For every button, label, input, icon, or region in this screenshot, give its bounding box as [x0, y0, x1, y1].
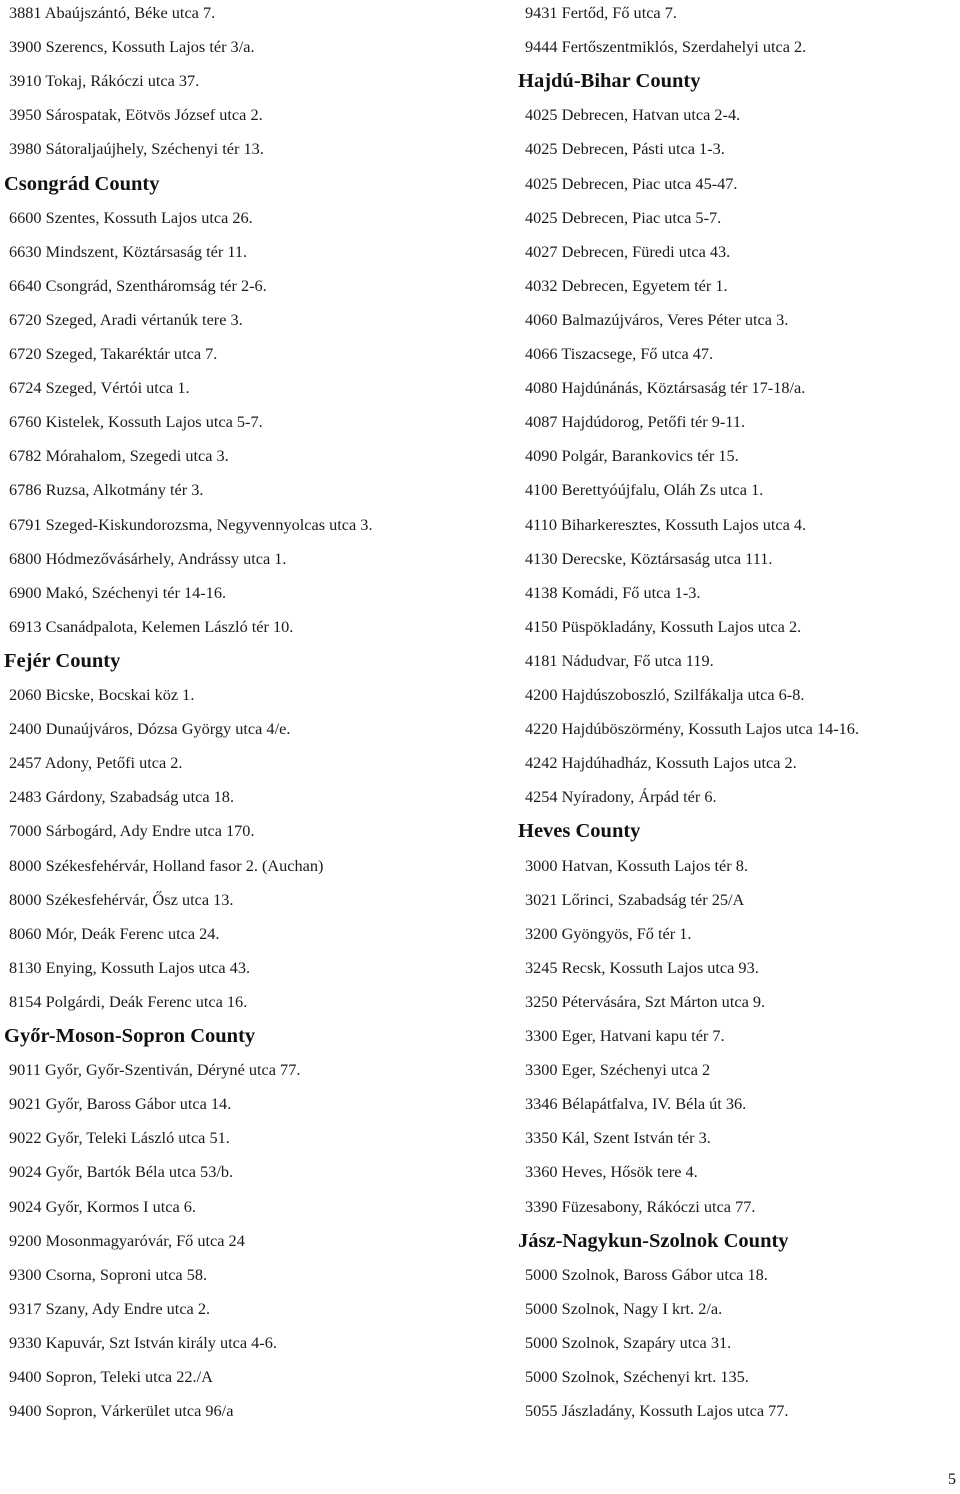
address-entry: 7000 Sárbogárd, Ady Endre utca 170. [9, 821, 255, 841]
page-number: 5 [948, 1471, 956, 1488]
address-entry: 3881 Abaújszántó, Béke utca 7. [9, 3, 216, 22]
address-entry: 6791 Szeged-Kiskundorozsma, Negyvennyolcas utca 3. [9, 514, 373, 534]
county-heading-heves-county: Heves County [518, 820, 641, 843]
address-entry: 3300 Eger, Széchenyi utca 2 [525, 1060, 711, 1080]
address-entry: 9022 Győr, Teleki László utca 51. [9, 1128, 230, 1148]
address-entry: 9024 Győr, Bartók Béla utca 53/b. [9, 1162, 234, 1182]
address-entry: 9317 Szany, Ady Endre utca 2. [9, 1298, 211, 1318]
address-entry: 6630 Mindszent, Köztársaság tér 11. [9, 241, 248, 261]
address-entry: 4220 Hajdúböszörmény, Kossuth Lajos utca 14-16. [525, 719, 860, 739]
address-entry: 2400 Dunaújváros, Dózsa György utca 4/e. [9, 719, 291, 739]
address-entry: 4025 Debrecen, Pásti utca 1-3. [525, 139, 725, 159]
address-entry: 9021 Győr, Baross Gábor utca 14. [9, 1094, 232, 1114]
address-entry: 4254 Nyíradony, Árpád tér 6. [525, 787, 717, 807]
address-entry: 4025 Debrecen, Piac utca 5-7. [525, 207, 722, 227]
address-entry: 9431 Fertőd, Fő utca 7. [525, 3, 677, 22]
address-entry: 9300 Csorna, Soproni utca 58. [9, 1264, 208, 1284]
address-entry: 9330 Kapuvár, Szt István király utca 4-6. [9, 1332, 277, 1352]
address-entry: 6760 Kistelek, Kossuth Lajos utca 5-7. [9, 412, 263, 432]
address-entry: 8060 Mór, Deák Ferenc utca 24. [9, 923, 220, 943]
county-heading-csongrad-county: Csongrád County [4, 172, 160, 195]
address-entry: 4181 Nádudvar, Fő utca 119. [525, 650, 714, 670]
address-entry: 3390 Füzesabony, Rákóczi utca 77. [525, 1196, 756, 1216]
address-entry: 4242 Hajdúhadház, Kossuth Lajos utca 2. [525, 753, 797, 773]
address-entry: 3350 Kál, Szent István tér 3. [525, 1128, 711, 1148]
address-entry: 4110 Biharkeresztes, Kossuth Lajos utca 4. [525, 514, 807, 534]
address-entry: 3346 Bélapátfalva, IV. Béla út 36. [525, 1094, 747, 1114]
address-entry: 4025 Debrecen, Piac utca 45-47. [525, 173, 738, 193]
address-entry: 4150 Püspökladány, Kossuth Lajos utca 2. [525, 616, 802, 636]
address-entry: 5000 Szolnok, Nagy I krt. 2/a. [525, 1298, 723, 1318]
address-entry: 2060 Bicske, Bocskai köz 1. [9, 685, 195, 704]
address-entry: 6640 Csongrád, Szentháromság tér 2-6. [9, 275, 267, 295]
address-entry: 4060 Balmazújváros, Veres Péter utca 3. [525, 309, 789, 329]
address-entry: 6800 Hódmezővásárhely, Andrássy utca 1. [9, 548, 287, 568]
address-entry: 3300 Eger, Hatvani kapu tér 7. [525, 1026, 725, 1045]
address-entry: 4066 Tiszacsege, Fő utca 47. [525, 344, 714, 363]
address-entry: 4032 Debrecen, Egyetem tér 1. [525, 275, 728, 295]
address-entry: 4138 Komádi, Fő utca 1-3. [525, 582, 701, 602]
address-entry: 6913 Csanádpalota, Kelemen László tér 10. [9, 616, 294, 636]
address-entry: 6600 Szentes, Kossuth Lajos utca 26. [9, 207, 253, 227]
address-entry: 3245 Recsk, Kossuth Lajos utca 93. [525, 957, 759, 977]
address-entry: 6720 Szeged, Aradi vértanúk tere 3. [9, 309, 243, 329]
address-entry: 9400 Sopron, Teleki utca 22./A [9, 1367, 213, 1386]
address-entry: 3910 Tokaj, Rákóczi utca 37. [9, 71, 200, 91]
address-entry: 3200 Gyöngyös, Fő tér 1. [525, 923, 692, 943]
address-entry: 4080 Hajdúnánás, Köztársaság tér 17-18/a. [525, 378, 806, 398]
address-entry: 2457 Adony, Petőfi utca 2. [9, 753, 183, 773]
county-heading-jasz-nagykun-szolnok-county: Jász-Nagykun-Szolnok County [518, 1229, 789, 1252]
address-entry: 9400 Sopron, Várkerület utca 96/a [9, 1401, 234, 1421]
address-entry: 5000 Szolnok, Széchenyi krt. 135. [525, 1367, 749, 1386]
county-heading-fejer-county: Fejér County [4, 649, 121, 672]
address-entry: 4090 Polgár, Barankovics tér 15. [525, 446, 739, 466]
address-entry: 8000 Székesfehérvár, Holland fasor 2. (Auchan) [9, 855, 324, 875]
address-entry: 6782 Mórahalom, Szegedi utca 3. [9, 446, 229, 466]
address-entry: 3900 Szerencs, Kossuth Lajos tér 3/a. [9, 37, 255, 57]
address-entry: 8154 Polgárdi, Deák Ferenc utca 16. [9, 991, 248, 1011]
address-entry: 6786 Ruzsa, Alkotmány tér 3. [9, 480, 204, 500]
county-heading-gyor-moson-sopron-county: Győr-Moson-Sopron County [4, 1025, 256, 1047]
address-entry: 5055 Jászladány, Kossuth Lajos utca 77. [525, 1401, 789, 1421]
address-entry: 3250 Pétervására, Szt Márton utca 9. [525, 991, 766, 1011]
address-entry: 5000 Szolnok, Baross Gábor utca 18. [525, 1264, 768, 1284]
address-entry: 8130 Enying, Kossuth Lajos utca 43. [9, 957, 251, 977]
address-entry: 3021 Lőrinci, Szabadság tér 25/A [525, 889, 745, 909]
address-entry: 6724 Szeged, Vértói utca 1. [9, 378, 190, 398]
address-entry: 6900 Makó, Széchenyi tér 14-16. [9, 582, 227, 602]
address-entry: 2483 Gárdony, Szabadság utca 18. [9, 787, 235, 807]
address-entry: 4025 Debrecen, Hatvan utca 2-4. [525, 105, 741, 125]
address-entry: 5000 Szolnok, Szapáry utca 31. [525, 1332, 732, 1352]
address-entry: 3000 Hatvan, Kossuth Lajos tér 8. [525, 855, 748, 875]
address-entry: 4200 Hajdúszoboszló, Szilfákalja utca 6-8. [525, 685, 805, 704]
address-entry: 3360 Heves, Hősök tere 4. [525, 1162, 698, 1182]
address-entry: 9024 Győr, Kormos I utca 6. [9, 1196, 197, 1216]
address-entry: 3950 Sárospatak, Eötvös József utca 2. [9, 105, 263, 125]
address-entry: 4027 Debrecen, Füredi utca 43. [525, 241, 731, 261]
address-entry: 9444 Fertőszentmiklós, Szerdahelyi utca 2. [525, 37, 807, 57]
address-entry: 6720 Szeged, Takaréktár utca 7. [9, 344, 218, 363]
address-entry: 9011 Győr, Győr-Szentiván, Déryné utca 77. [9, 1060, 301, 1080]
address-entry: 4130 Derecske, Köztársaság utca 111. [525, 548, 773, 568]
address-entry: 8000 Székesfehérvár, Ősz utca 13. [9, 889, 234, 909]
address-entry: 3980 Sátoraljaújhely, Széchenyi tér 13. [9, 139, 264, 159]
address-entry: 9200 Mosonmagyaróvár, Fő utca 24 [9, 1230, 245, 1250]
address-entry: 4087 Hajdúdorog, Petőfi tér 9-11. [525, 412, 746, 432]
county-heading-hajdu-bihar-county: Hajdú-Bihar County [518, 70, 701, 93]
address-entry: 4100 Berettyóújfalu, Oláh Zs utca 1. [525, 480, 764, 500]
